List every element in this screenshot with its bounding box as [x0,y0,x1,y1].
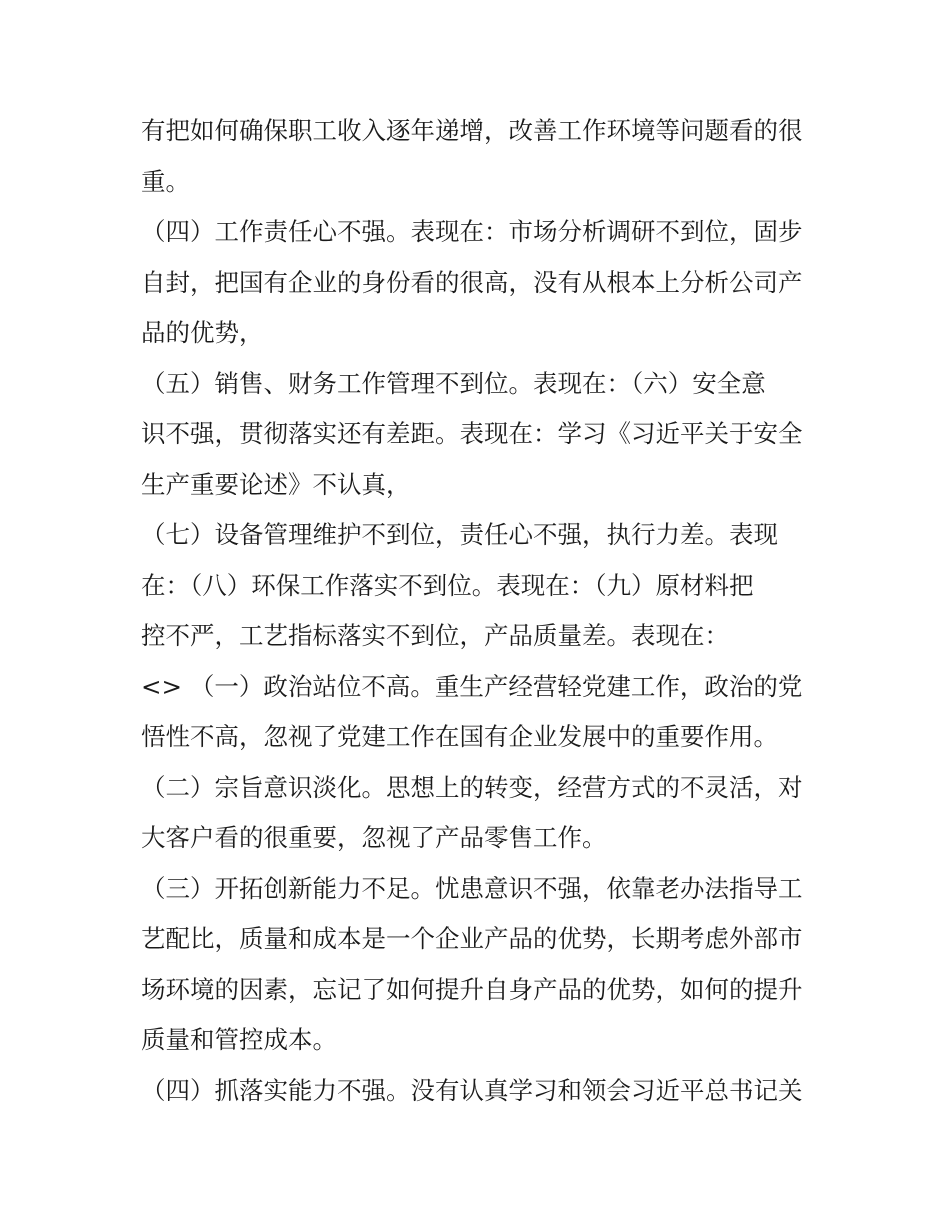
text-line: 场环境的因素，忘记了如何提升自身产品的优势，如何的提升 [141,974,803,1004]
text-line: （七）设备管理维护不到位，责任心不强，执行力差。表现 [141,520,778,549]
text-line: （四）工作责任心不强。表现在：市场分析调研不到位，固步 [141,217,803,246]
text-line: 自封，把国有企业的身份看的很高，没有从根本上分析公司产 [141,267,803,297]
text-line: 大客户看的很重要，忽视了产品零售工作。 [141,823,607,852]
text-line: 有把如何确保职工收入逐年递增，改善工作环境等问题看的很 [141,116,803,145]
text-line: 悟性不高，忽视了党建工作在国有企业发展中的重要作用。 [141,722,778,751]
text-line: 识不强，贯彻落实还有差距。表现在：学习《习近平关于安全 [141,419,803,448]
text-line: <> （一）政治站位不高。重生产经营轻党建工作，政治的党 [141,671,803,701]
text-line: 艺配比，质量和成本是一个企业产品的优势，长期考虑外部市 [141,924,803,953]
text-line: 品的优势， [141,318,264,347]
text-line: 质量和管控成本。 [141,1025,337,1054]
text-line: 重。 [141,166,190,196]
text-line: （三）开拓创新能力不足。忧患意识不强，依靠老办法指导工 [141,873,803,903]
text-line: 生产重要论述》不认真， [141,469,411,499]
text-line: 控不严，工艺指标落实不到位，产品质量差。表现在： [141,621,729,650]
document-body [141,106,813,1116]
text-line: （二）宗旨意识淡化。思想上的转变，经营方式的不灵活，对 [141,772,803,802]
text-line: 在：（八）环保工作落实不到位。表现在：（九）原材料把 [141,570,754,600]
text-line: （四）抓落实能力不强。没有认真学习和领会习近平总书记关 [141,1075,803,1105]
text-line: （五）销售、财务工作管理不到位。表现在：（六）安全意 [141,368,766,398]
